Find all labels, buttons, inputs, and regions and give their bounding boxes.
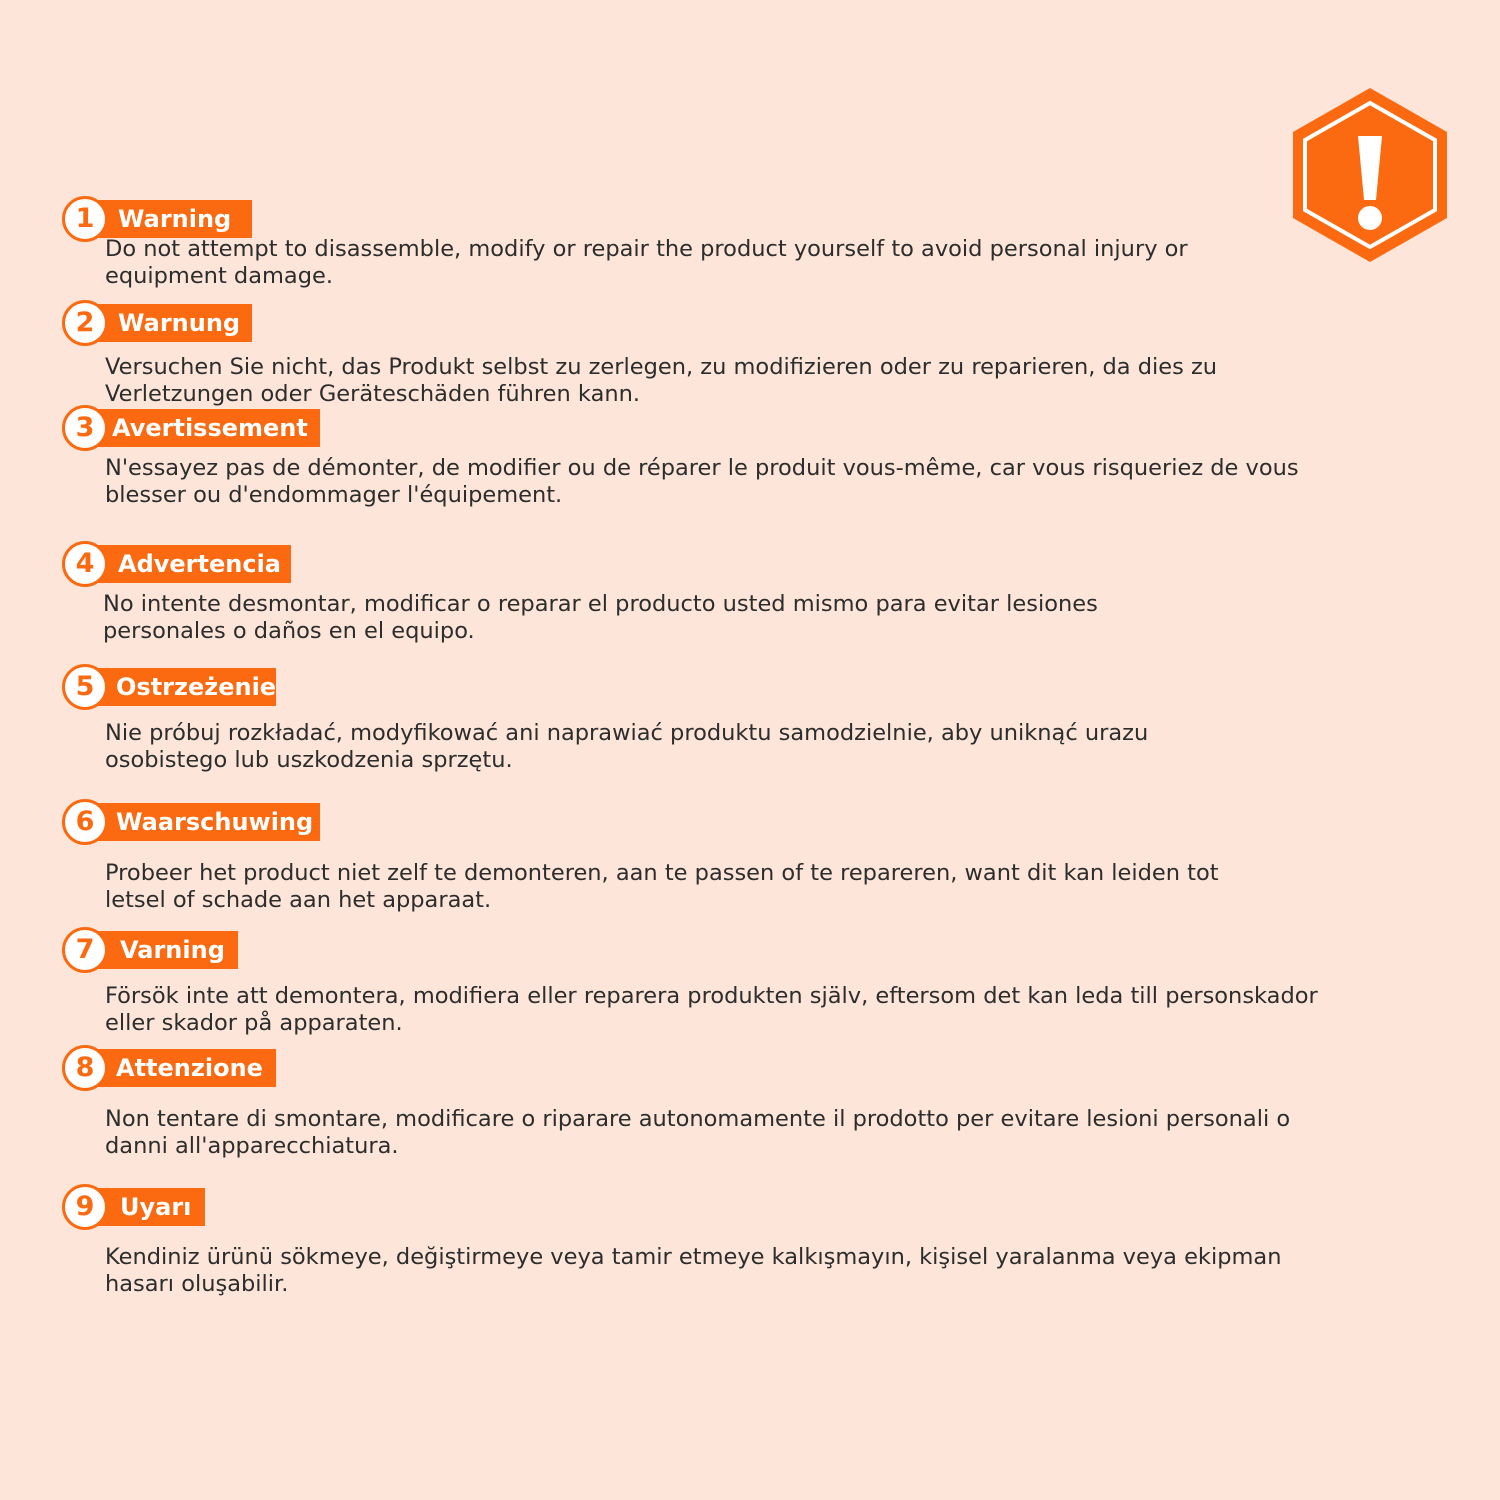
warning-number-badge: 2	[62, 300, 108, 346]
warning-text: Probeer het product niet zelf te demonteren, aan te passen of te repareren, want dit kan leiden tot letsel of schade aan het apparaat.	[105, 860, 1219, 913]
warning-number-badge: 4	[62, 541, 108, 587]
warning-number-badge: 8	[62, 1045, 108, 1091]
warning-number-badge: 9	[62, 1184, 108, 1230]
warning-title: Advertencia	[86, 545, 291, 583]
warning-text: Versuchen Sie nicht, das Produkt selbst zu zerlegen, zu modifizieren oder zu reparieren, da dies zu Verletzungen oder Geräteschäden führen kann.	[105, 354, 1218, 407]
warning-text: Kendiniz ürünü sökmeye, değiştirmeye veya tamir etmeye kalkışmayın, kişisel yaralanma veya ekipman hasarı oluşabilir.	[105, 1244, 1282, 1297]
warning-text: Försök inte att demontera, modifiera eller reparera produkten själv, eftersom det kan leda till personskador eller skador på apparaten.	[105, 983, 1318, 1036]
warning-title: Warnung	[86, 304, 252, 342]
warning-text: Do not attempt to disassemble, modify or repair the product yourself to avoid personal injury or equipment damage.	[105, 236, 1188, 289]
warning-number-badge: 3	[62, 405, 108, 451]
warning-text: No intente desmontar, modificar o reparar el producto usted mismo para evitar lesiones personales o daños en el equipo.	[103, 591, 1098, 644]
warning-title: Avertissement	[86, 409, 320, 447]
warning-number-badge: 6	[62, 799, 108, 845]
warning-title: Ostrzeżenie	[86, 668, 276, 706]
warning-title: Attenzione	[86, 1049, 276, 1087]
warning-text: N'essayez pas de démonter, de modifier ou de réparer le produit vous-même, car vous risqueriez de vous blesser ou d'endommager l'équipement.	[105, 455, 1299, 508]
warning-title: Warning	[86, 200, 252, 238]
warning-title: Varning	[86, 931, 238, 969]
warning-title: Waarschuwing	[86, 803, 320, 841]
warning-text: Non tentare di smontare, modificare o riparare autonomamente il prodotto per evitare lesioni personali o danni all'apparecchiatura.	[105, 1106, 1291, 1159]
warning-number-badge: 7	[62, 927, 108, 973]
exclamation-hexagon-icon	[1290, 86, 1450, 264]
warning-text: Nie próbuj rozkładać, modyfikować ani naprawiać produktu samodzielnie, aby uniknąć urazu osobistego lub uszkodzenia sprzętu.	[105, 720, 1149, 773]
warning-title: Uyarı	[86, 1188, 205, 1226]
warning-number-badge: 5	[62, 664, 108, 710]
warning-number-badge: 1	[62, 196, 108, 242]
